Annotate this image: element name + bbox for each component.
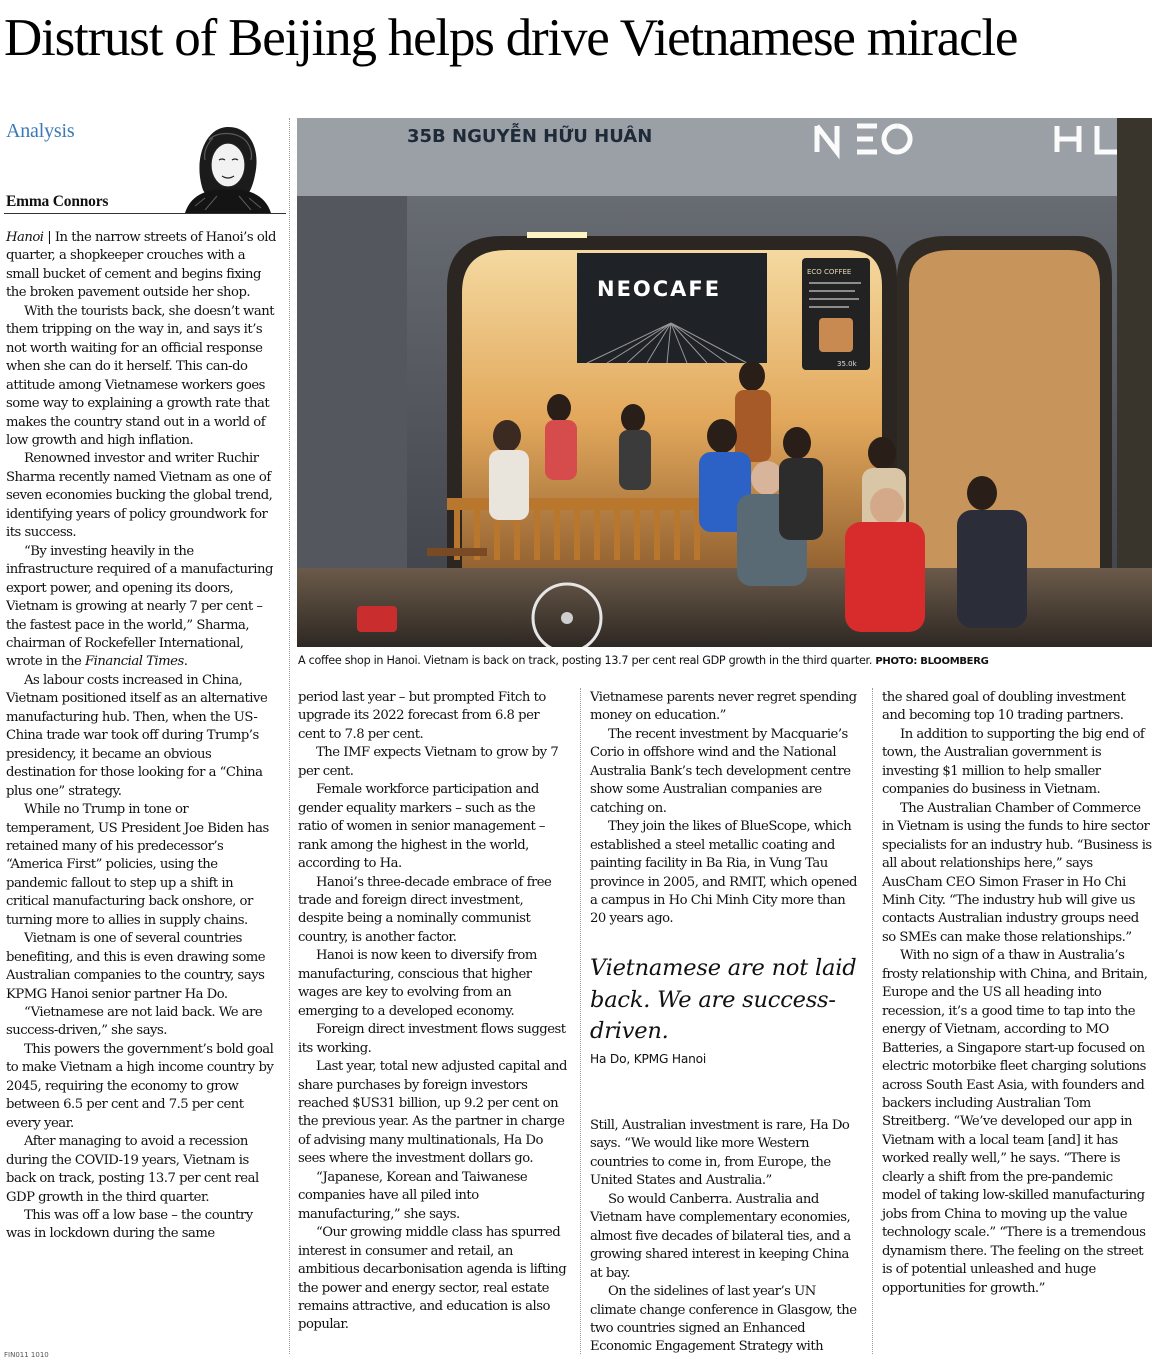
neocafe-sign: NEOCAFE [597, 277, 722, 301]
sharma-quote-text: “By investing heavily in the infrastructure required of a manufacturing export power, and opening its doors, Vietnam is growing at nearly 7 per cent – the fastest pace in the world,” Sharma, chairman of Rockefeller International, wrote in the [6, 543, 273, 670]
paragraph: Hanoi’s three-decade embrace of free trade and foreign direct investment, despite being a nominally communist country, is another factor. [298, 874, 552, 945]
menu-board-lines [809, 282, 861, 284]
paragraph: The Australian Chamber of Commerce in Vietnam is using the funds to hire sector specialists for an industry hub. “Business is all about relationships here,” says AusCham CEO Simon Fraser in Ho Chi Minh City. “The industry hub will give us contacts Australian industry groups need so SMEs can make those relationships.” [882, 800, 1152, 945]
paragraph: This was off a low base – the country was in lockdown during the same [6, 1208, 253, 1242]
photo-credit: PHOTO: BLOOMBERG [875, 656, 989, 667]
menu-board-lines [809, 290, 855, 292]
customer-body [845, 522, 925, 632]
lead-text: | In the narrow streets of Hanoi’s old quarter, a shopkeeper crouches with a small bucket of cement and begins fixing the broken pavement outside her shop. [6, 230, 276, 301]
customer-body [619, 430, 651, 490]
paragraph: Renowned investor and writer Ruchir Sharma recently named Vietnam as one of seven economies bucking the global trend, identifying years of policy groundwork for its success. [6, 451, 273, 541]
paragraph: Hanoi is now keen to diversify from manufacturing, conscious that higher wages are key to evolving from an emerging to a developed economy. [298, 948, 537, 1019]
paragraph: While no Trump in tone or temperament, US President Joe Biden has retained many of his predecessor’s “America First” policies, using the pandemic fallout to step up a shift in critical manufacturing back onshore, or turning more to allies in supply chains. [6, 802, 269, 928]
menu-board-cup [819, 318, 853, 352]
customer-body [735, 390, 771, 462]
dateline: Hanoi [6, 230, 44, 245]
column-rule [289, 118, 290, 1354]
pull-quote-source: Ha Do, KPMG Hanoi [590, 1051, 707, 1066]
paragraph: On the sidelines of last year’s UN climate change conference in Glasgow, the two countries signed an Enhanced Economic Engagement Strategy with [590, 1284, 857, 1355]
paragraph: After managing to avoid a recession during the COVID-19 years, Vietnam is back on track, posting 13.7 per cent real GDP growth in the third quarter. [6, 1134, 259, 1205]
paragraph: As labour costs increased in China, Vietnam positioned itself as an alternative manufacturing hub. Then, when the US-China trade war took off during Trump’s presidency, it became an obvious destination for those looking for a “China plus one” strategy. [6, 672, 268, 799]
paragraph: Vietnam is one of several countries benefiting, and this is even drawing some Australian companies to the country, says KPMG Hanoi senior partner Ha Do. [6, 931, 266, 1002]
customer-head [967, 476, 997, 510]
portrait-face [211, 143, 245, 187]
customer-body [779, 458, 823, 540]
column-rule [580, 688, 581, 1354]
pull-quote-text: Vietnamese are not laid back. We are success-driven. [590, 955, 857, 1044]
right-tree [1117, 118, 1152, 647]
paragraph: The recent investment by Macquarie’s Corio in offshore wind and the National Australia Bank’s tech development centre show some Australian companies are catching on. [590, 726, 851, 816]
customer-body [545, 420, 577, 480]
byline-rule [4, 213, 286, 214]
customer-head [739, 361, 765, 391]
section-kicker: Analysis [6, 120, 75, 142]
table [427, 548, 487, 556]
sharma-quote-end: . [183, 654, 188, 670]
paragraph: “Our growing middle class has spurred interest in consumer and retail, an ambitious decarbonisation agenda is lifting the power and energy sector, real estate remains attractive, and education is also popular. [298, 1225, 567, 1333]
dark-interior-panel [577, 253, 767, 363]
shop-address-sign: 35B NGUYỄN HỮU HUÂN [407, 126, 653, 147]
fan-hub [561, 612, 573, 624]
article-lead-paragraph [6, 229, 278, 303]
customer-body [957, 510, 1027, 628]
customer-head [707, 419, 737, 453]
customer-head [751, 461, 783, 495]
menu-board-lines [809, 306, 849, 308]
paragraph: The IMF expects Vietnam to grow by 7 per cent. [298, 745, 559, 779]
cafe-photo-illustration [297, 118, 1152, 647]
paragraph: Still, Australian investment is rare, Ha Do says. “We would like more Western countries to come in, from Europe, the United States and Australia.” [590, 1118, 850, 1189]
customer-head [493, 420, 521, 452]
headline: Distrust of Beijing helps drive Vietnamese miracle [4, 9, 1018, 67]
menu-board-lines [809, 298, 859, 300]
fence [447, 498, 707, 510]
financial-times-title: Financial Times [85, 654, 184, 670]
page-code: FIN011 1010 [4, 1351, 49, 1359]
paragraph: Foreign direct investment flows suggest its working. [298, 1022, 566, 1056]
paragraph: Vietnamese parents never regret spending money on education.” [590, 690, 857, 724]
paragraph: “Japanese, Korean and Taiwanese companies have all piled into manufacturing,” she says. [298, 1169, 528, 1222]
paragraph: With no sign of a thaw in Australia’s frosty relationship with China, and Britain, Europe and the US all heading into recession, it’s a good time to tap into the energy of Vietnam, according to MO Batteries, a Singapore start-up focused on electric motorbike fleet charging solutions across South East Asia, with founders and backers including Australian Tom Streitberg. “We’ve developed our app in Vietnam with a local team [and] it has worked really well,” he says. “There is clearly a shift from the pre-pandemic model of taking low-skilled manufacturing jobs from China to moving up the value technology scale.” “There is a tremendous dynamism there. The feeling on the street is of potential unleashed and huge opportunities for growth.” [882, 948, 1148, 1296]
paragraph: In addition to supporting the big end of town, the Australian government is investing $1 million to help smaller companies do business in Vietnam. [882, 726, 1145, 798]
customer-head [547, 394, 571, 422]
article-column-3 [590, 689, 862, 929]
customer-head [868, 437, 896, 469]
column-rule [872, 688, 873, 1354]
paragraph: “Vietnamese are not laid back. We are success-driven,” she says. [6, 1005, 263, 1039]
paragraph: So would Canberra. Australia and Vietnam have complementary economies, almost five decades of bilateral ties, and a growing shared interest in keeping China at bay. [590, 1191, 851, 1281]
paragraph: Last year, total new adjusted capital and share purchases by foreign investors reached $US31 billion, up 9.2 per cent on the previous year. As the partner in charge of advising many multinationals, Ha Do sees where the investment dollars go. [298, 1059, 567, 1167]
article-column-3-continued [590, 1117, 862, 1357]
paragraph: They join the likes of BlueScope, which established a steel metallic coating and painting facility in Ba Ria, in Vung Tau province in 2005, and RMIT, which opened a campus in Ho Chi Minh City more than 20 years ago. [590, 819, 857, 927]
paragraph: the shared goal of doubling investment and becoming top 10 trading partners. [882, 690, 1126, 724]
customer-head [783, 427, 811, 459]
pull-quote [590, 953, 862, 1066]
article-column-1 [6, 229, 278, 1244]
menu-board-title: ECO COFFEE [807, 268, 852, 276]
awning-light [527, 232, 587, 238]
sharma-quote-paragraph [6, 543, 278, 672]
portrait-shoulders [185, 190, 271, 213]
caption-text: A coffee shop in Hanoi. Vietnam is back on track, posting 13.7 per cent real GDP growth in the third quarter. [298, 654, 873, 667]
red-stool [357, 606, 397, 632]
paragraph: This powers the government’s bold goal to make Vietnam a high income country by 2045, requiring the economy to grow between 6.5 per cent and 7.5 per cent every year. [6, 1041, 274, 1131]
customer-body [489, 450, 529, 520]
photo-caption [298, 654, 1158, 667]
article-column-2 [298, 689, 568, 1335]
customer-head [870, 488, 904, 524]
author-portrait [175, 120, 275, 213]
byline: Emma Connors [6, 193, 109, 210]
customer-head [621, 404, 645, 432]
paragraph: period last year – but prompted Fitch to upgrade its 2022 forecast from 6.8 per cent to 7.8 per cent. [298, 690, 546, 742]
article-column-4 [882, 689, 1152, 1298]
paragraph: Female workforce participation and gender equality markers – such as the ratio of women in senior management – rank among the highest in the world, according to Ha. [298, 782, 546, 872]
price-tag: 35.0k [837, 360, 857, 368]
paragraph: With the tourists back, she doesn’t want them tripping on the way in, and says it’s not worth waiting for an official response when she can do it herself. This can-do attitude among Vietnamese workers goes some way to explaining a growth rate that makes the country stand out in a world of low growth and high inflation. [6, 303, 274, 448]
cafe-photo [297, 118, 1152, 647]
